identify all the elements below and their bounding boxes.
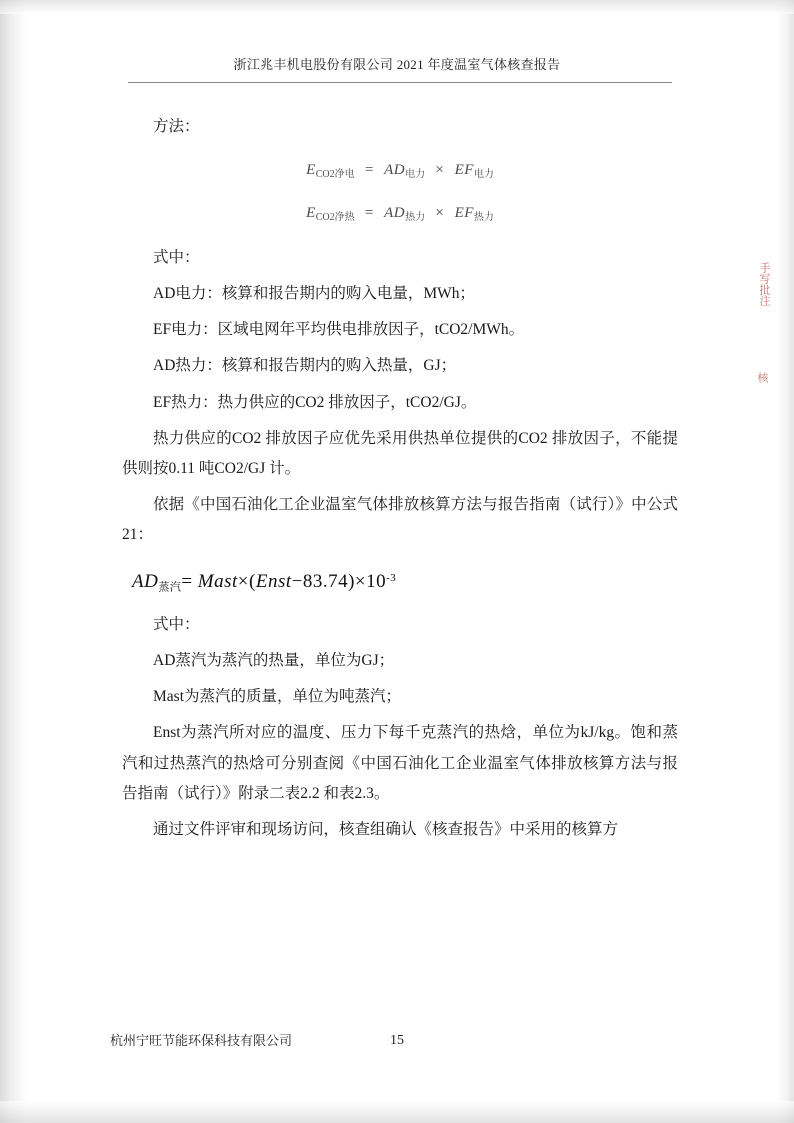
scan-edge-top — [0, 0, 794, 14]
formula-steam-activity-data — [132, 563, 678, 600]
page-header-title: 浙江兆丰机电股份有限公司 2021 年度温室气体核查报告 — [233, 57, 561, 72]
method-label: 方法： — [153, 118, 200, 135]
where-label-2: 式中： — [153, 615, 200, 633]
formula-block-electricity — [122, 156, 678, 229]
paragraph-enst: Enst为蒸汽所对应的温度、压力下每千克蒸汽的热焓，单位为kJ/kg。饱和蒸汽和过热蒸汽的热焓可分别查阅《中国石油化工企业温室气体排放核算方法与报告指南（试行）》附录二表2.2 和表2.3。 — [122, 724, 678, 802]
formula2-ef-symbol: EF — [454, 205, 474, 222]
paragraph-heat-factor: 热力供应的CO2 排放因子应优先采用供热单位提供的CO2 排放因子，不能提供则按0.11 吨CO2/GJ 计。 — [122, 429, 678, 478]
handwritten-margin-note: 手写批注 — [758, 262, 770, 306]
paragraph-reference: 依据《中国石油化工企业温室气体排放核算方法与报告指南（试行）》中公式21： — [122, 496, 678, 544]
footer-company-name: 杭州宁旺节能环保科技有限公司 — [110, 1033, 293, 1048]
document-body — [122, 112, 678, 851]
formula-enst: Enst — [255, 570, 292, 592]
formula2-e-symbol: E — [306, 205, 316, 222]
definition-ad-steam: AD蒸汽为蒸汽的热量，单位为GJ； — [153, 651, 395, 669]
formula-e-subscript: CO2净电 — [315, 169, 355, 181]
formula-ad-paren-open: ( — [249, 570, 256, 592]
footer-page-number: 15 — [390, 1033, 404, 1048]
formula-ad-symbol: AD — [384, 162, 406, 179]
formula-ad-subscript: 电力 — [405, 169, 426, 181]
formula-ef-symbol: EF — [454, 162, 474, 179]
formula-heat — [122, 199, 678, 228]
formula-ef-subscript: 电力 — [473, 169, 494, 181]
definition-mast: Mast为蒸汽的质量，单位为吨蒸汽； — [153, 688, 402, 706]
header-divider — [128, 82, 672, 83]
scan-edge-right — [776, 0, 794, 1123]
definition-ad-electricity: AD电力：核算和报告期内的购入电量，MWh； — [153, 284, 476, 302]
handwritten-margin-note-2: 核 — [756, 372, 768, 383]
formula2-ad-symbol: AD — [384, 205, 406, 222]
formula2-ef-subscript: 热力 — [473, 212, 494, 224]
formula-ad-times-2: × — [354, 570, 367, 592]
paragraph-review: 通过文件评审和现场访问，核查组确认《核查报告》中采用的核算方 — [153, 821, 619, 839]
formula-mast: Mast — [197, 570, 238, 592]
formula-ad-steam-symbol: AD — [132, 570, 159, 592]
where-label-1: 式中： — [153, 248, 200, 266]
scan-edge-bottom — [0, 1101, 794, 1123]
formula-ad-steam-equals: = — [181, 570, 193, 592]
formula2-times: × — [435, 205, 445, 222]
definition-ef-heat: EF热力：热力供应的CO2 排放因子，tCO2/GJ。 — [153, 393, 477, 411]
formula-times: × — [435, 162, 445, 179]
formula2-equals: = — [364, 205, 374, 222]
formula-ad-paren-close: ) — [348, 570, 355, 592]
formula-electricity — [122, 156, 678, 185]
definition-ef-electricity: EF电力：区域电网年平均供电排放因子，tCO2/MWh。 — [153, 321, 525, 339]
formula-ad-steam-subscript: 蒸汽 — [158, 580, 182, 593]
formula-ad-minus-term: −83.74 — [291, 570, 349, 592]
formula-ad-times-1: × — [237, 570, 250, 592]
scan-edge-left — [0, 0, 26, 1123]
formula-equals: = — [364, 162, 374, 179]
formula2-e-subscript: CO2净热 — [315, 212, 355, 224]
formula-ad-exponent: -3 — [386, 571, 397, 584]
formula-ad-ten: 10 — [366, 570, 387, 592]
definition-ad-heat: AD热力：核算和报告期内的购入热量，GJ； — [153, 357, 457, 375]
formula2-ad-subscript: 热力 — [405, 212, 426, 224]
formula-e-symbol: E — [306, 162, 316, 179]
